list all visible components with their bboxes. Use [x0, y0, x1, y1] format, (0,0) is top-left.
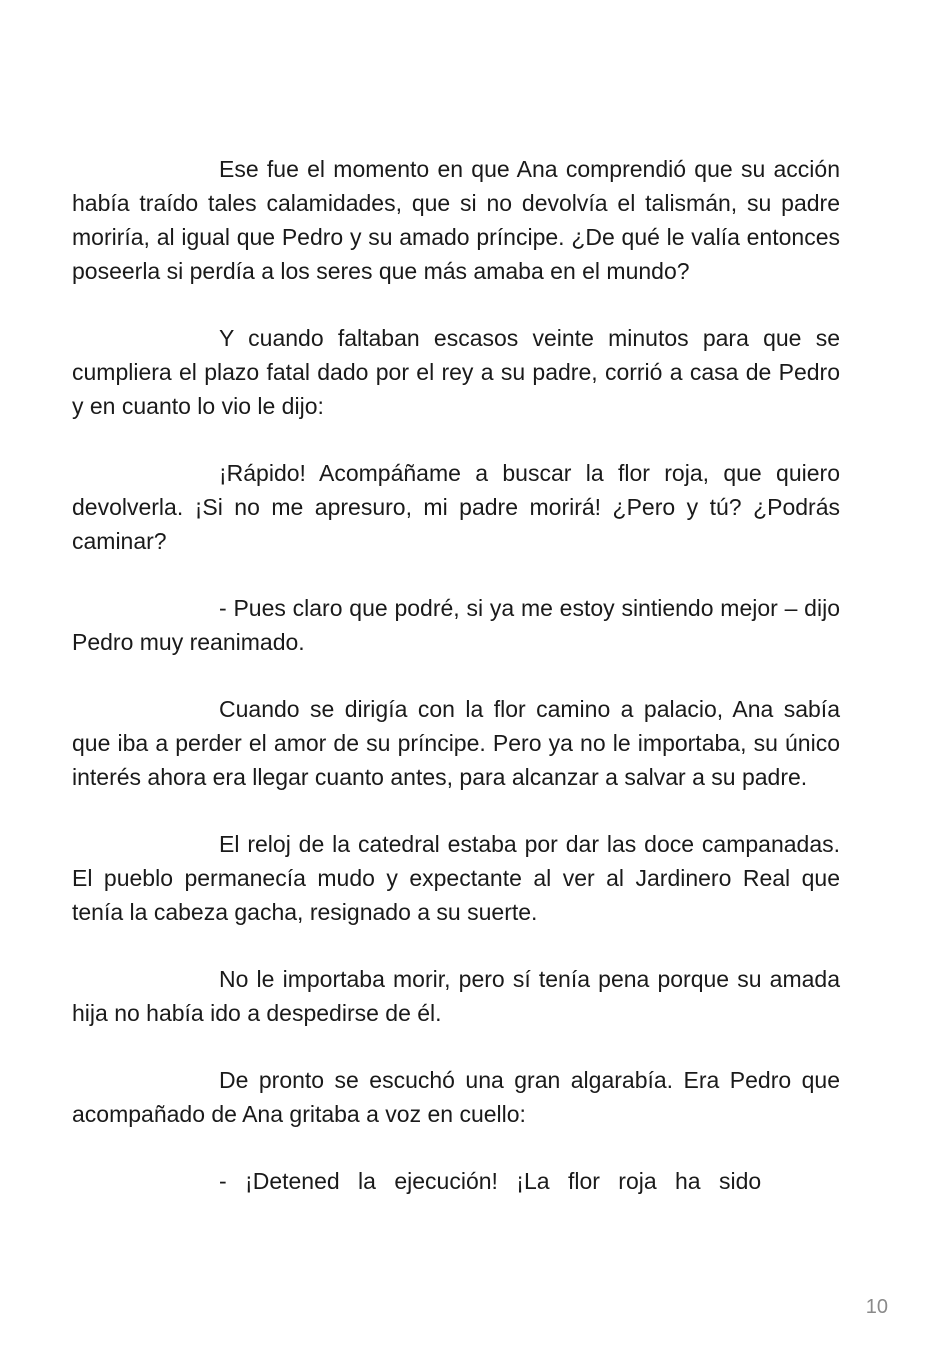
paragraph-2: Y cuando faltaban escasos veinte minutos para que se cumpliera el plazo fatal dado por el rey a su padre, corrió a casa de Pedro y en cuanto lo vio le dijo:: [72, 325, 840, 419]
paragraph-5: Cuando se dirigía con la flor camino a palacio, Ana sabía que iba a perder el amor de su príncipe. Pero ya no le importaba, su único interés ahora era llegar cuanto antes, para alcanzar a salvar a su padre.: [72, 696, 840, 790]
paragraph-6: El reloj de la catedral estaba por dar las doce campanadas. El pueblo permanecía mudo y expectante al ver al Jardinero Real que tenía la cabeza gacha, resignado a su suerte.: [72, 831, 840, 925]
page-number: 10: [865, 1296, 888, 1318]
paragraph-9: - ¡Detened la ejecución! ¡La flor roja ha sido: [219, 1168, 762, 1194]
paragraph-7: No le importaba morir, pero sí tenía pena porque su amada hija no había ido a despedirse de él.: [72, 966, 840, 1026]
body-text: [72, 152, 840, 1198]
paragraph-3: ¡Rápido! Acompáñame a buscar la flor roja, que quiero devolverla. ¡Si no me apresuro, mi padre morirá! ¿Pero y tú? ¿Podrás caminar?: [72, 460, 840, 554]
paragraph-4: - Pues claro que podré, si ya me estoy sintiendo mejor – dijo Pedro muy reanimado.: [72, 595, 840, 655]
paragraph-1: Ese fue el momento en que Ana comprendió que su acción había traído tales calamidades, que si no devolvía el talismán, su padre moriría, al igual que Pedro y su amado príncipe. ¿De qué le valía entonces poseerla si perdía a los seres que más amaba en el mundo?: [72, 156, 840, 284]
paragraph-8: De pronto se escuchó una gran algarabía. Era Pedro que acompañado de Ana gritaba a voz en cuello:: [72, 1067, 840, 1127]
